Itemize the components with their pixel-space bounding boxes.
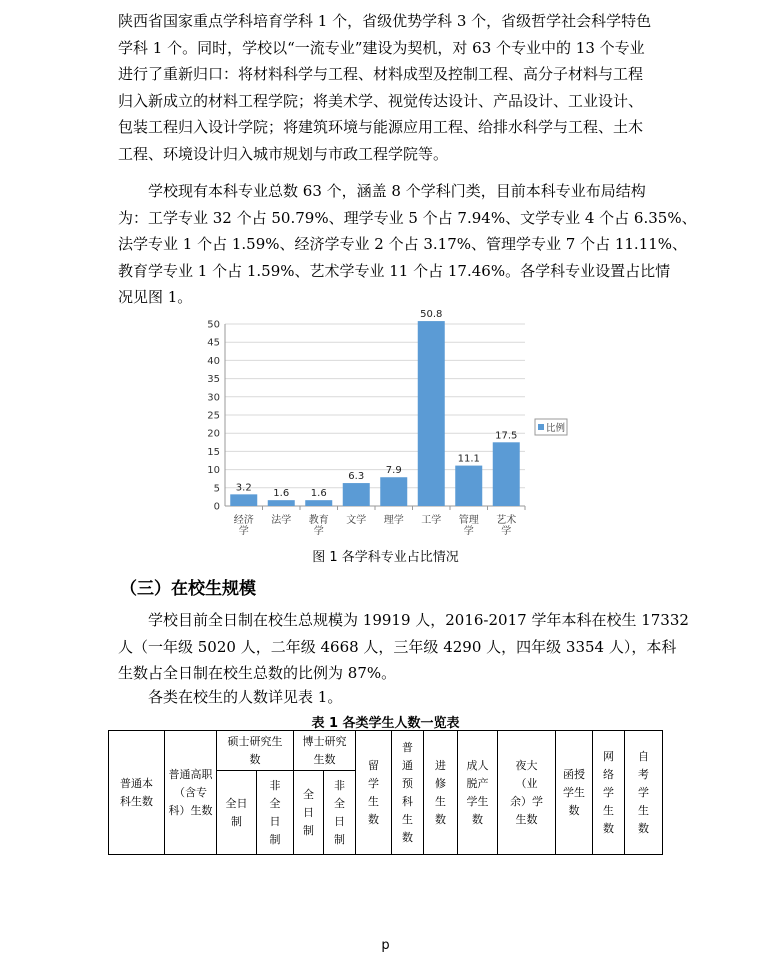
legend-swatch [538,424,544,430]
text-line: 为：工学专业 32 个占 50.79%、理学专业 5 个占 7.94%、文学专业 4 个占 6.35%、 [118,208,697,227]
x-tick-label: 艺术 [496,515,517,526]
x-tick-label: 理学 [383,515,404,526]
x-tick-label: 学 [313,526,324,537]
header-vocational: 普通高职（含专科）生数 [165,731,217,855]
x-tick-label: 文学 [346,515,367,526]
text-line: 工程、环境设计归入城市规划与市政工程学院等。 [118,144,449,163]
header-master-fulltime: 全日制 [217,771,257,855]
header-doctor: 博士研究生数 [294,731,356,771]
text-line: 学校目前全日制在校生总规模为 19919 人，2016-2017 学年本科在校生 17332 [148,611,689,629]
header-online: 网络学生数 [593,731,625,855]
text-line: 学科 1 个。同时，学校以“一流专业”建设为契机，对 63 个专业中的 13 个专业 [118,38,645,57]
chart-bars [230,321,520,506]
data-label: 11.1 [457,453,480,465]
paragraph-major-structure [118,178,697,311]
paragraph-disciplines [118,8,658,167]
header-undergrad: 普通本科生数 [109,731,165,855]
text-line: 生数占全日制在校生总数的比例为 87%。 [118,664,397,682]
text-line: 包装工程归入设计学院；将建筑环境与能源应用工程、给排水科学与工程、土木 [118,118,644,136]
text-line: 学校现有本科专业总数 63 个，涵盖 8 个学科门类，目前本科专业布局结构 [148,182,646,200]
paragraph-table-reference [118,684,658,711]
table-caption: 表 1 各类学生人数一览表 [311,716,460,731]
text-line: 归入新成立的材料工程学院；将美术学、视觉传达设计、产品设计、工业设计、 [118,91,644,110]
data-label: 6.3 [348,471,365,483]
text-line: 法学专业 1 个占 1.59%、经济学专业 2 个占 3.17%、管理学专业 7 个占 11.11%、 [118,235,688,253]
bar [455,466,482,506]
data-label: 7.9 [385,465,402,477]
y-tick-label: 50 [207,319,220,331]
bar [493,442,520,506]
legend-label: 比例 [546,423,566,434]
header-intl: 留学生数 [356,731,392,855]
text-line: 况见图 1。 [118,288,193,306]
x-tick-label: 学 [501,526,512,537]
y-tick-label: 35 [207,374,220,386]
bar [305,500,332,506]
y-tick-label: 20 [207,428,220,440]
chart-legend [535,419,567,435]
student-count-table [108,730,663,855]
y-tick-label: 40 [207,355,220,367]
header-advanced: 进修生数 [424,731,458,855]
x-tick-label: 管理 [458,515,479,526]
data-label: 17.5 [495,430,518,442]
text-line: 人（一年级 5020 人，二年级 4668 人，三年级 4290 人，四年级 3354 人），本科 [118,637,677,656]
bar [343,483,370,506]
data-label: 50.8 [420,309,443,321]
text-line: 各类在校生的人数详见表 1。 [148,688,343,706]
header-prep: 普通预科生数 [392,731,424,855]
header-master-parttime: 非全日制 [257,771,294,855]
data-label: 1.6 [273,488,290,500]
bar [230,494,257,506]
x-tick-label: 工学 [421,515,442,526]
y-tick-label: 15 [207,446,220,458]
y-tick-label: 45 [207,337,220,349]
paragraph-enrollment [118,607,689,687]
y-tick-label: 25 [207,410,220,422]
y-tick-label: 30 [207,392,220,404]
header-correspondence: 函授学生数 [556,731,593,855]
header-master: 硕士研究生数 [217,731,294,771]
header-adult: 成人脱产学生数 [458,731,498,855]
data-label: 3.2 [235,482,252,494]
data-label: 1.6 [310,488,327,500]
x-tick-label: 学 [463,526,474,537]
header-self-exam: 自考学生数 [625,731,663,855]
bar [380,477,407,506]
header-night: 夜大（业余）学生数 [498,731,556,855]
major-share-bar-chart [195,306,595,546]
bar [268,500,295,506]
x-tick-label: 法学 [271,515,292,526]
chart-x-axis [234,506,525,537]
header-doctor-parttime: 非全日制 [324,771,356,855]
y-tick-label: 0 [213,501,220,513]
section-title: （三）在校生规模 [120,579,256,599]
bar [418,321,445,506]
figure-caption: 图 1 各学科专业占比情况 [312,550,459,565]
chart-y-axis [207,320,225,513]
page-number: p [381,938,390,953]
x-tick-label: 教育 [308,515,329,526]
x-tick-label: 经济 [233,515,254,526]
x-tick-label: 学 [238,526,249,537]
text-line: 教育学专业 1 个占 1.59%、艺术学专业 11 个占 17.46%。各学科专业设置占比情 [118,261,671,280]
y-tick-label: 5 [213,483,220,495]
text-line: 进行了重新归口：将材料科学与工程、材料成型及控制工程、高分子材料与工程 [118,65,644,83]
text-line: 陕西省国家重点学科培育学科 1 个，省级优势学科 3 个，省级哲学社会科学特色 [118,12,652,30]
y-tick-label: 10 [207,465,220,477]
header-doctor-fulltime: 全日制 [294,771,324,855]
